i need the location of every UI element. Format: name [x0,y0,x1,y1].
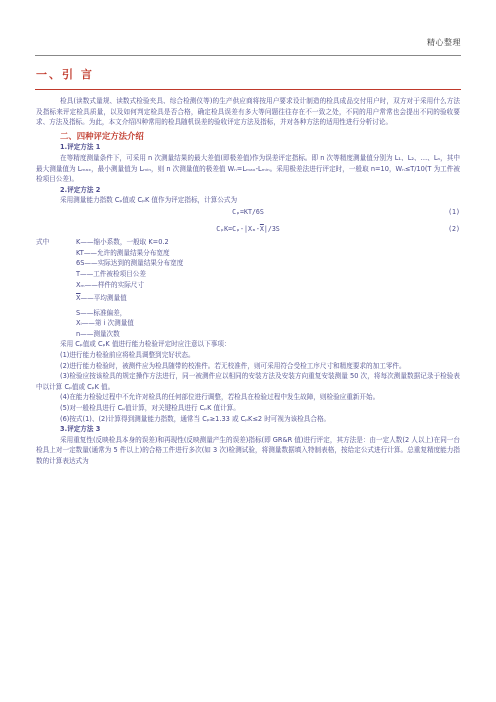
step-item: (2)进行能力检验时，被测件应为检具随带的校准件。若无校准件，则可采用符合受检工序尺寸和精度要求的加工零件。 [60,361,406,370]
formula-2-mean-symbol: $\overline{X}$ [259,224,264,233]
section-1-divider [35,89,461,90]
body-content [36,96,460,467]
method-2-text: 采用测量能力指数 Cₚ值或 CₚK 值作为评定指标，计算公式为 [60,196,238,205]
definition-row: Xₘ——样件的实际尺寸 [76,280,144,289]
step-item: (5)对一般检具进行 Cₚ值计算，对关键检具进行 CₚK 值计算。 [60,404,240,413]
header-divider [35,55,461,56]
definition-row: n——测量次数 [76,329,120,338]
definition-row: 式中 K——缩小系数，一般取 K=0.2 [36,238,169,247]
definition-row: 6S——实际达到的测量结果分布宽度 [76,259,184,268]
steps-intro: 采用 Cₚ值或 CₚK 值进行能力检验评定时应注意以下事项： [60,340,231,349]
method-1-title: 1.评定方法 1 [60,143,101,152]
formula-2-part-a: CₚK=Cₚ-|Xₘ- [216,224,260,233]
symbol-definitions [36,237,460,339]
formula-2-number: (2) [448,224,460,233]
step-item: (6)按式(1)、(2)计算得到测量能力指数，通常当 Cₚ≥1.33 或 CₚK≤2 时可视为该检具合格。 [60,414,331,423]
method-3-title: 3.评定方法 3 [60,425,101,434]
method-3-text: 采用重复性(反映检具本身的误差)和再现性(反映测量产生的误差)指标(即 GR&R 值)进行评定，其方法是：由一定人数(2 人以上)在同一台检具上对一定数量(通常为 5 件以上)的合格工件进行多次(如 3 次)检测试验，将测量数据填入特制表格，按给定公式进行计算。总重复精度能力指数的计算表达式为 [36,435,460,465]
definition-row: $\overline{X}——$平均测量值 [76,294,127,303]
definition-row: S——标准偏差， [76,308,127,317]
formula-1-number: (1) [448,207,460,216]
method-1-text: 在等精度测量条件下，可采用 n 次测量结果的最大差值(即极差值)作为误差评定指标。即 n 次等精度测量值分别为 L₁、L₂、…、Lₙ，其中最大测量值为 Lₘₐₓ，最小测量值为 Lₘᵢₙ，则 n 次测量值的极差值 Wₙ=Lₘₐₓ-Lₘᵢₙ。采用极差法进行评定时，一般取 n=10，Wₙ≤T/10(T 为工件被检项目公差)。 [36,153,460,184]
formula-1-expression: Cₚ=KT/6S [232,207,264,216]
step-item: (4)在能力检验过程中不允许对检具的任何部位进行调整，若检具在检验过程中发生故障，则检验应重新开始。 [60,393,380,402]
formula-2-part-b: |/3S [263,224,280,233]
formula-1 [36,207,460,218]
section-2-title: 二、四种评定方法介绍 [60,130,144,141]
step-item: (1)进行能力检验前应将检具调整到完好状态。 [60,351,195,360]
header-note: 精心整理 [427,38,461,47]
definition-row: Xᵢ——第 i 次测量值 [76,319,134,328]
formula-2 [36,224,460,235]
intro-paragraph: 检具(读数式量规、读数式检验夹具、综合检测仪等)的生产供应商将按用户要求设计制造的检具成品交付用户时，双方对于采用什么方法及指标来评定检具质量，以及如何判定检具是否合格，确定检具误差有多大等问题往往存在不一致之处，不同的用户常常也会提出不同的验收要求、方法及指标。为此，本文介绍四种常用的检具随机误差的验收评定方法及指标，并对各种方法的适用性进行分析讨论。 [36,97,460,127]
step-item: (3)检验应按该检具的规定操作方法进行，同一被测件应以相同的安装方法及安装方向重复安装测量 50 次，将每次测量数据记录于检验表中以计算 Cₚ值或 CₚK 值。 [36,372,460,391]
method-2-title: 2.评定方法 2 [60,185,101,194]
definition-row: KT——允许的测量结果分布宽度 [76,248,170,257]
section-1-title: 一、引 言 [36,68,94,81]
definition-row: T——工件被检项目公差 [76,269,146,278]
